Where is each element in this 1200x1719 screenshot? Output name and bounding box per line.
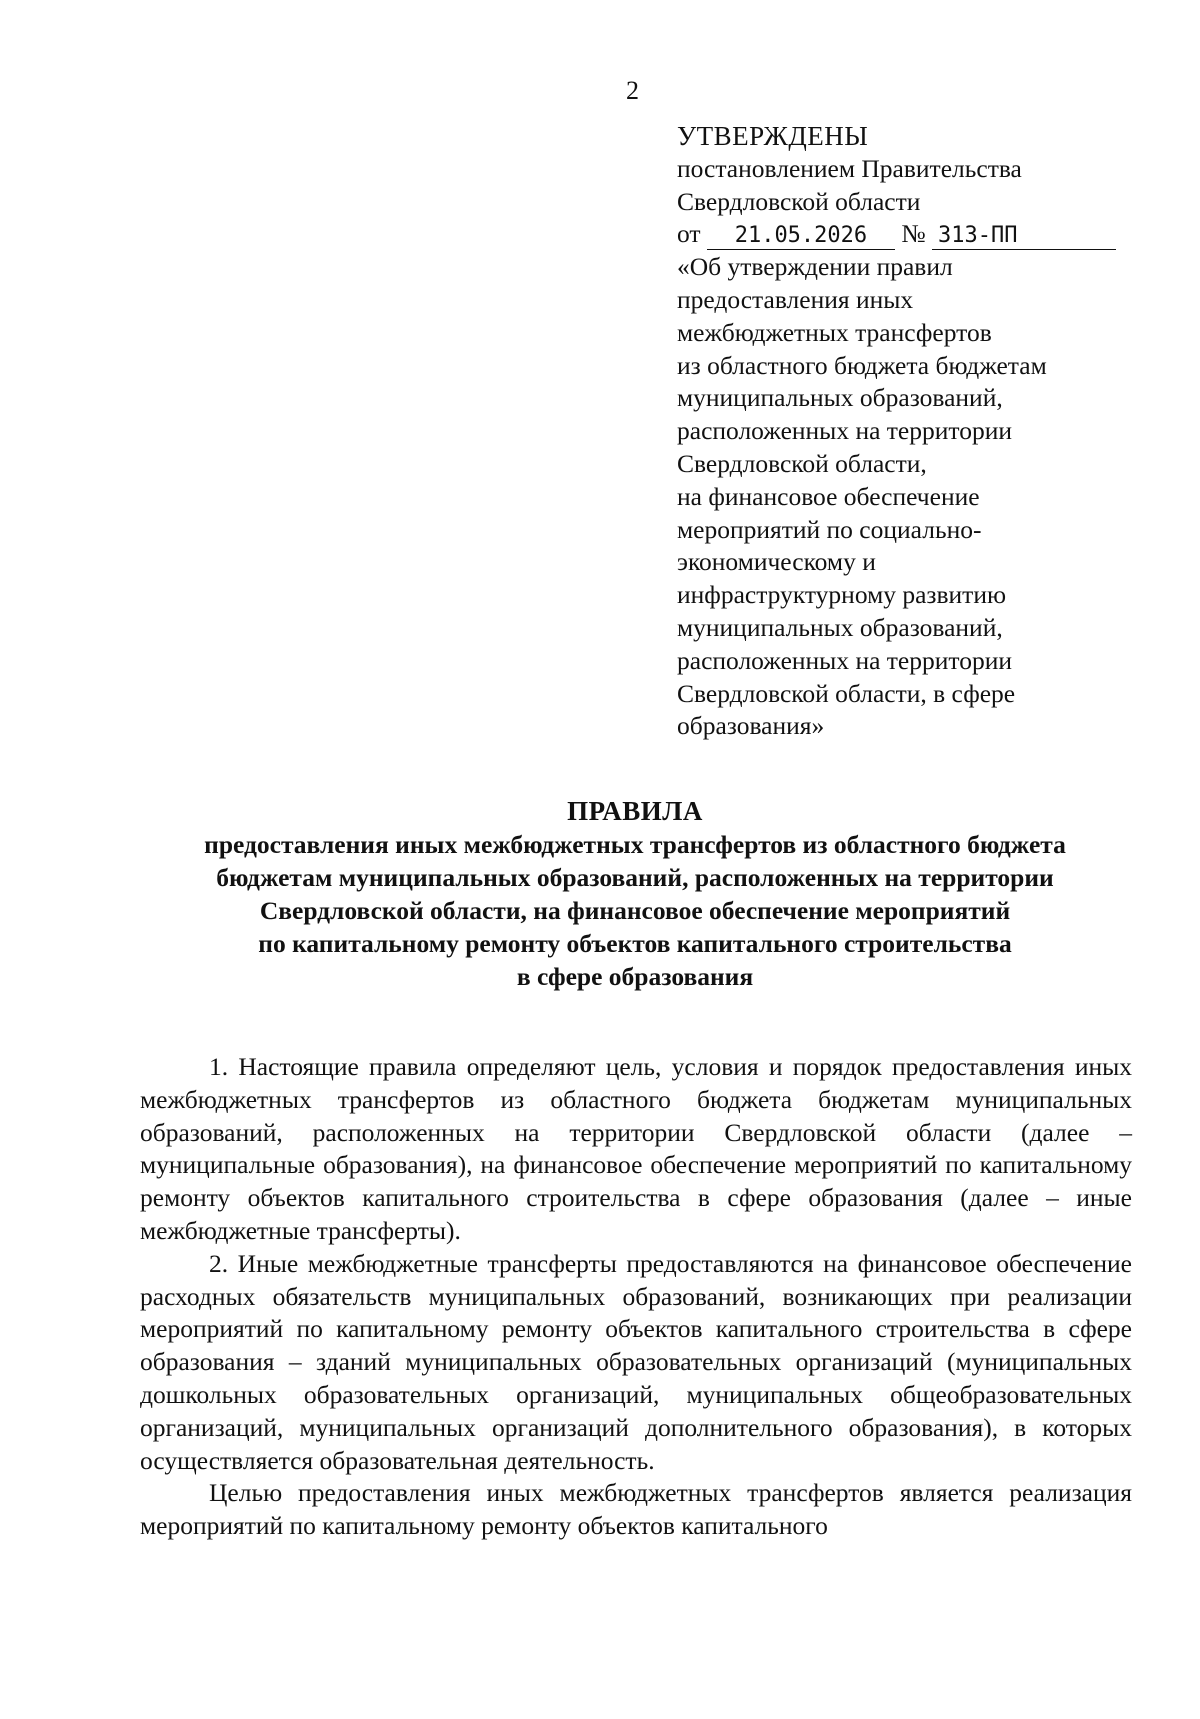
number-sign: № xyxy=(901,219,926,249)
approval-subject-line: межбюджетных трансфертов xyxy=(677,317,992,347)
body-text xyxy=(140,1051,1132,1543)
approval-stamp: УТВЕРЖДЕНЫ xyxy=(677,121,869,151)
title-subtitle-line: Свердловской области, на финансовое обеспечение мероприятий xyxy=(259,896,1011,925)
page-number: 2 xyxy=(626,76,639,105)
paragraph-1: 1. Настоящие правила определяют цель, условия и порядок предоставления иных межбюджетных трансфертов из областного бюджета бюджетам муниципальных образований, расположенных на территории Свердловской области (далее – муниципальные образования), на финансовое обеспечение мероприятий по капитальному ремонту объектов капитального строительства в сфере образования (далее – иные межбюджетные трансферты). xyxy=(140,1052,1132,1245)
approval-subject-line: образования» xyxy=(677,711,825,741)
document-title xyxy=(140,794,1130,993)
approval-subject-line: из областного бюджета бюджетам xyxy=(677,350,1047,380)
approval-date: 21.05.2026 xyxy=(707,223,895,250)
date-prefix: от xyxy=(677,219,701,249)
approval-number: 313-ПП xyxy=(932,223,1116,250)
approval-block xyxy=(677,120,1177,743)
approval-date-line xyxy=(677,218,1177,251)
title-heading: ПРАВИЛА xyxy=(567,796,703,826)
approval-subject-line: Свердловской области, xyxy=(677,448,927,478)
approval-subject-line: инфраструктурному развитию xyxy=(677,580,1007,610)
approval-subject-line: на финансовое обеспечение xyxy=(677,481,980,511)
approval-subject-line: мероприятий по социально- xyxy=(677,514,982,544)
paragraph-2: 2. Иные межбюджетные трансферты предоставляются на финансовое обеспечение расходных обязательств муниципальных образований, возникающих при реализации мероприятий по капитальному ремонту объектов капитального строительства в сфере образования – зданий муниципальных образовательных организаций (муниципальных дошкольных образовательных организаций, муниципальных общеобразовательных организаций, муниципальных организаций дополнительного образования), в которых осуществляется образовательная деятельность. xyxy=(140,1248,1132,1475)
title-subtitle-line: бюджетам муниципальных образований, расположенных на территории xyxy=(216,863,1054,892)
approval-line: Свердловской области xyxy=(677,186,921,216)
paragraph-3: Целью предоставления иных межбюджетных трансфертов является реализация мероприятий по капитальному ремонту объектов капитального xyxy=(140,1478,1132,1541)
approval-subject-line: муниципальных образований, xyxy=(677,383,1003,413)
approval-subject-line: экономическому и xyxy=(677,547,876,577)
title-subtitle-line: предоставления иных межбюджетных трансфертов из областного бюджета xyxy=(204,830,1066,859)
approval-subject-line: предоставления иных xyxy=(677,284,914,314)
approval-subject-line: расположенных на территории xyxy=(677,645,1012,675)
title-subtitle-line: по капитальному ремонту объектов капитального строительства xyxy=(258,929,1012,958)
approval-subject-line: Свердловской области, в сфере xyxy=(677,678,1016,708)
approval-subject-line: расположенных на территории xyxy=(677,416,1012,446)
approval-line: постановлением Правительства xyxy=(677,153,1022,183)
approval-subject-line: муниципальных образований, xyxy=(677,612,1003,642)
title-subtitle-line: в сфере образования xyxy=(516,962,754,991)
approval-subject-line: «Об утверждении правил xyxy=(677,252,953,282)
